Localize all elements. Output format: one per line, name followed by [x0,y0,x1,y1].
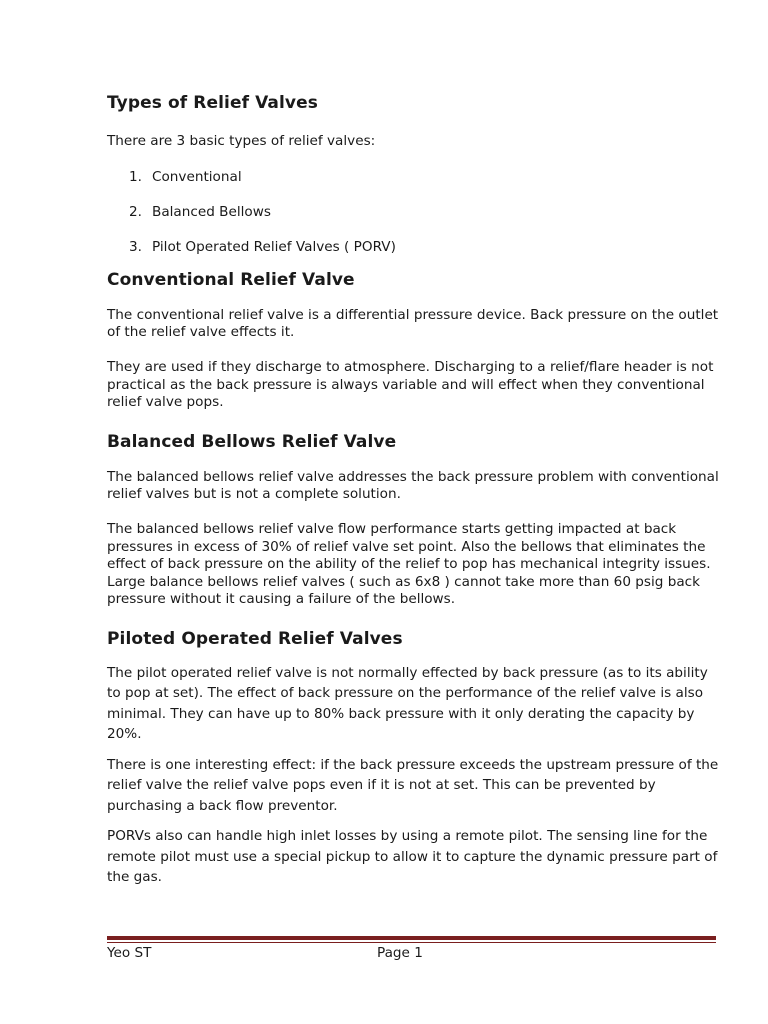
list-item-text: Pilot Operated Relief Valves ( PORV) [152,238,396,255]
piloted-paragraph-2: There is one interesting effect: if the back pressure exceeds the upstream pressure of the relief valve the relief valve pops even if it is not at set. This can be prevented by purchasing a back flow preventor. [107,756,719,814]
conventional-paragraph-2: They are used if they discharge to atmosphere. Discharging to a relief/flare header is not practical as the back pressure is always variable and will effect when they conventional relief valve pops. [107,359,714,410]
relief-valve-types-list [107,169,719,257]
list-item [107,169,719,187]
list-item [107,239,719,257]
conventional-paragraph-1: The conventional relief valve is a differential pressure device. Back pressure on the outlet of the relief valve effects it. [107,306,719,340]
section-types [107,91,719,256]
section-balanced-bellows [107,430,719,609]
list-number: 2. [129,203,142,220]
types-intro-text: There are 3 basic types of relief valves: [107,133,376,149]
bellows-paragraph-1: The balanced bellows relief valve addresses the back pressure problem with conventional relief valves but is not a complete solution. [107,468,719,502]
footer-author: Yeo ST [107,945,152,961]
heading-types-of-relief-valves: Types of Relief Valves [107,93,318,113]
piloted-paragraph-1: The pilot operated relief valve is not normally effected by back pressure (as to its ability to pop at set). The effect of back pressure on the performance of the relief valve is also minimal. They can have up to 80% back pressure with it only derating the capacity by 20%. [107,664,708,742]
bellows-paragraph-2: The balanced bellows relief valve flow performance starts getting impacted at back pressures in excess of 30% of relief valve set point. Also the bellows that eliminates the effect of back pressure on the ability of the relief to pop has mechanical integrity issues. Large balance bellows relief valves ( such as 6x8 ) cannot take more than 60 psig back pressure without it causing a failure of the bellows. [107,521,711,607]
piloted-paragraph-3: PORVs also can handle high inlet losses by using a remote pilot. The sensing line for the remote pilot must use a special pickup to allow it to capture the dynamic pressure part of the gas. [107,828,718,885]
heading-conventional-relief-valve: Conventional Relief Valve [107,269,355,290]
list-number: 1. [129,168,142,185]
section-piloted [107,627,719,888]
list-item-text: Conventional [152,168,242,185]
section-conventional [107,268,719,412]
list-item-text: Balanced Bellows [152,203,271,220]
footer-rule [107,936,716,940]
document-body [107,91,719,888]
heading-piloted-operated-relief-valves: Piloted Operated Relief Valves [107,628,403,649]
footer-rule-thin [107,942,716,943]
heading-balanced-bellows-relief-valve: Balanced Bellows Relief Valve [107,431,397,452]
footer-page-number: Page 1 [377,945,423,961]
list-number: 3. [129,238,142,255]
list-item [107,204,719,222]
